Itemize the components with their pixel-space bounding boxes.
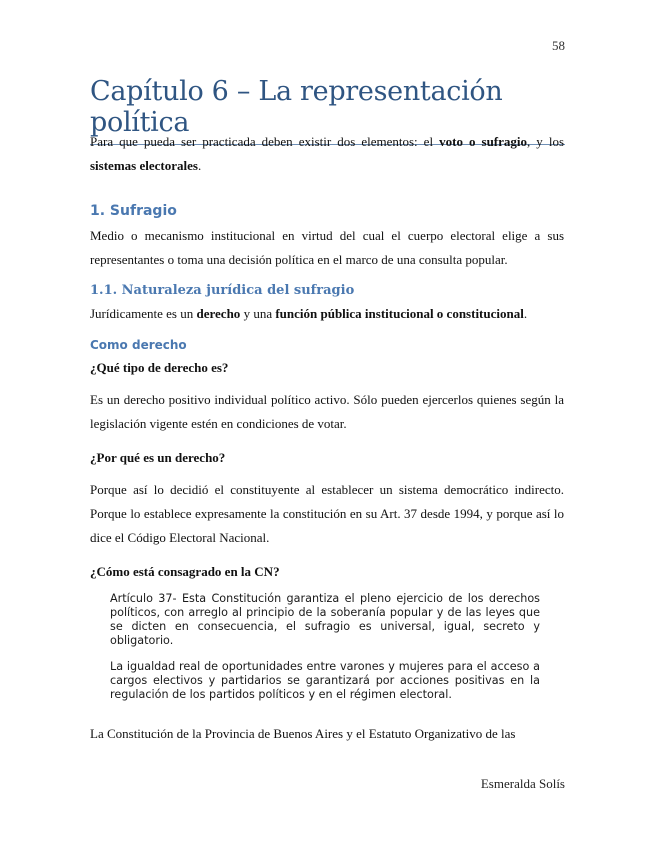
footer-author: Esmeralda Solís: [480, 776, 565, 791]
question-por-que-derecho: ¿Por qué es un derecho?: [90, 450, 226, 465]
intro-bold-vote: voto o sufragio: [439, 134, 528, 149]
quote-paragraph-2: La igualdad real de oportunidades entre varones y mujeres para el acceso a cargos electivos y partidarios se garantizará por acciones positivas en la regulación de los partidos políticos y en el régimen electoral.: [110, 660, 540, 701]
chapter-title: Capítulo 6 – La representación política: [90, 76, 565, 145]
answer-tipo-derecho: Es un derecho positivo individual político activo. Sólo pueden ejercerlos quienes según la legislación vigente estén en condiciones de votar.: [90, 392, 564, 431]
section-sufragio-heading: 1. Sufragio: [90, 203, 177, 219]
closing-text: La Constitución de la Provincia de Buenos Aires y el Estatuto Organizativo de las: [90, 726, 516, 741]
page-number: 58: [552, 38, 565, 53]
question-tipo-derecho: ¿Qué tipo de derecho es?: [90, 360, 229, 375]
quote-paragraph-1: Artículo 37- Esta Constitución garantiza el pleno ejercicio de los derechos políticos, con arreglo al principio de la soberanía popular y de las leyes que se dicten en consecuencia, el sufragio es universal, igual, secreto y obligatorio.: [110, 592, 540, 647]
intro-paragraph: Para que pueda ser practicada deben existir dos elementos: el voto o sufragio, y los sistemas electorales.: [90, 134, 565, 173]
como-derecho-heading: Como derecho: [90, 338, 187, 352]
article-37-quote: [110, 592, 540, 702]
subsection-naturaleza-heading: 1.1. Naturaleza jurídica del sufragio: [90, 283, 355, 298]
question-como-consagrado: ¿Cómo está consagrado en la CN?: [90, 564, 280, 579]
page-content: [90, 130, 564, 746]
intro-bold-systems: sistemas electorales: [90, 158, 198, 173]
subsection-naturaleza-text: Jurídicamente es un derecho y una función pública institucional o constitucional.: [90, 306, 528, 321]
section-sufragio-text: Medio o mecanismo institucional en virtud del cual el cuerpo electoral elige a sus representantes o toma una decisión política en el marco de una consulta popular.: [90, 228, 564, 267]
answer-por-que-derecho: Porque así lo decidió el constituyente al establecer un sistema democrático indirecto. Porque lo establece expresamente la constitución en su Art. 37 desde 1994, y porque así lo dice el Código Electoral Nacional.: [90, 482, 564, 545]
